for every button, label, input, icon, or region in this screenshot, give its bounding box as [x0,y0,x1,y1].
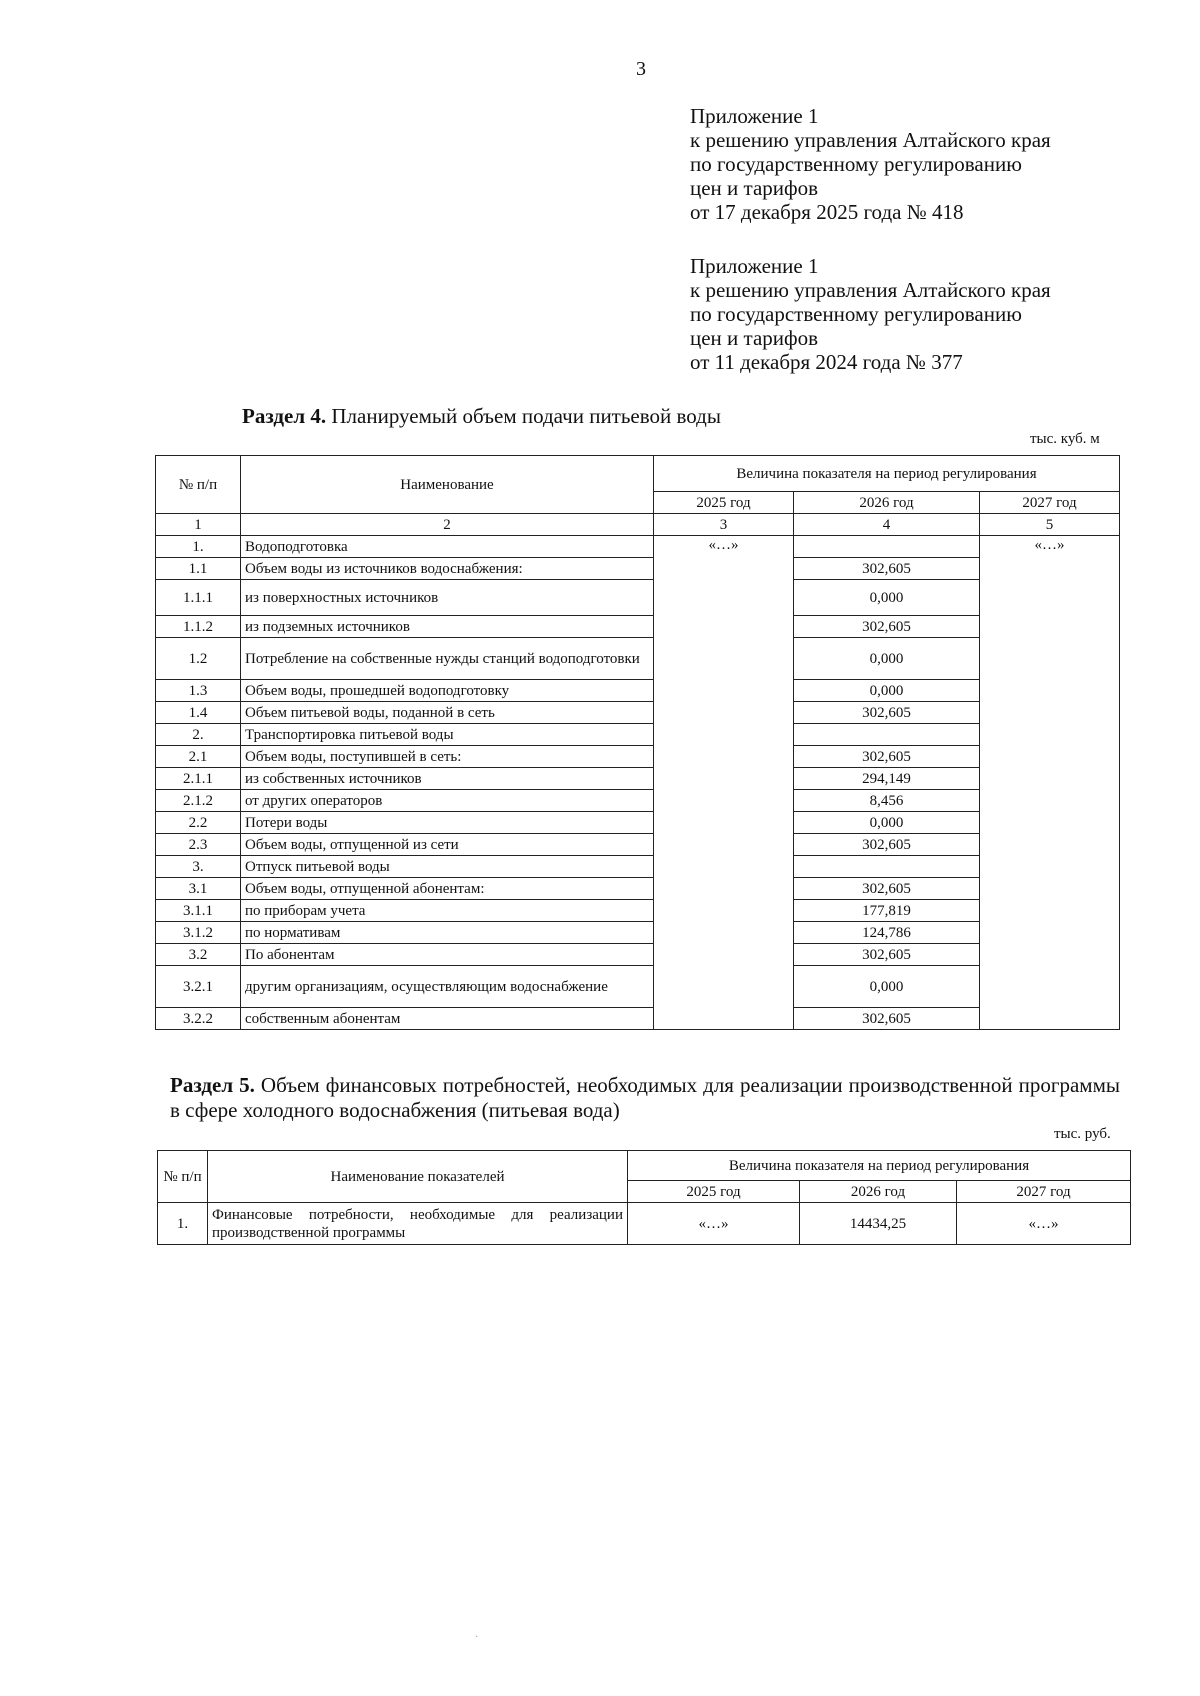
value-2026: 177,819 [794,900,980,922]
section5-title: Объем финансовых потребностей, необходимых для реализации производственной программы в сфере холодного водоснабжения (питьевая вода) [170,1073,1120,1122]
header-year-2027: 2027 год [980,492,1120,514]
appendix-line: Приложение 1 [690,254,819,278]
row-name: по приборам учета [241,900,654,922]
row-num: 1.4 [156,702,241,724]
row-name: Объем питьевой воды, поданной в сеть [241,702,654,724]
table-row [156,922,1120,944]
value-2025-merged: «…» [654,536,794,1030]
appendix-block-previous [690,254,1051,374]
row-num: 2.2 [156,812,241,834]
value-2026: 0,000 [794,812,980,834]
value-2026 [794,856,980,878]
header-year-2026: 2026 год [800,1181,957,1203]
row-name: из собственных источников [241,768,654,790]
row-num: 3.1 [156,878,241,900]
column-index: 1 [156,514,241,536]
value-2026: 302,605 [794,834,980,856]
value-2026: 302,605 [794,558,980,580]
row-num: 3.1.2 [156,922,241,944]
row-name: Объем воды, отпущенной абонентам: [241,878,654,900]
row-num: 3.2.2 [156,1008,241,1030]
row-name: по нормативам [241,922,654,944]
value-2026: 302,605 [794,944,980,966]
row-num: 3.1.1 [156,900,241,922]
appendix-line: цен и тарифов [690,326,819,350]
row-num: 2.1.2 [156,790,241,812]
appendix-line: к решению управления Алтайского края [690,278,1051,302]
table-row [156,702,1120,724]
value-2026: 0,000 [794,966,980,1008]
row-num: 1.2 [156,638,241,680]
row-num: 3.2.1 [156,966,241,1008]
row-name: из подземных источников [241,616,654,638]
page-number: 3 [636,58,646,80]
value-2026: 14434,25 [800,1203,957,1245]
section5-unit: тыс. руб. [1054,1126,1111,1142]
row-num: 2.1 [156,746,241,768]
table-row [156,834,1120,856]
row-name: Объем воды, прошедшей водоподготовку [241,680,654,702]
value-2026: 0,000 [794,638,980,680]
value-2026: 302,605 [794,746,980,768]
row-num: 1.3 [156,680,241,702]
row-num: 3.2 [156,944,241,966]
value-2027: «…» [957,1203,1131,1245]
header-year-2026: 2026 год [794,492,980,514]
row-name: Транспортировка питьевой воды [241,724,654,746]
header-name: Наименование показателей [208,1151,628,1203]
appendix-line: к решению управления Алтайского края [690,128,1051,152]
column-index: 2 [241,514,654,536]
row-name: собственным абонентам [241,1008,654,1030]
column-index: 3 [654,514,794,536]
value-2026: 302,605 [794,616,980,638]
row-name: от других операторов [241,790,654,812]
value-2026: 302,605 [794,878,980,900]
financial-needs-table [157,1150,1131,1245]
row-num: 1.1.1 [156,580,241,616]
table-row [156,944,1120,966]
row-name: Объем воды из источников водоснабжения: [241,558,654,580]
section4-heading [242,404,721,429]
section5-label: Раздел 5. [170,1073,255,1097]
table-row [156,616,1120,638]
table-row [156,768,1120,790]
row-name: Потери воды [241,812,654,834]
row-num: 1.1 [156,558,241,580]
table-row [156,638,1120,680]
value-2026 [794,536,980,558]
row-name: Водоподготовка [241,536,654,558]
section4-label: Раздел 4. [242,404,327,428]
row-num: 1. [156,536,241,558]
value-2026: 124,786 [794,922,980,944]
value-2025: «…» [628,1203,800,1245]
section4-title: Планируемый объем подачи питьевой воды [326,404,721,428]
water-volume-table [155,455,1120,1030]
appendix-block-current [690,104,1051,224]
header-period: Величина показателя на период регулирования [654,456,1120,492]
row-name: Объем воды, отпущенной из сети [241,834,654,856]
table-row [156,878,1120,900]
header-period: Величина показателя на период регулирования [628,1151,1131,1181]
value-2026: 302,605 [794,702,980,724]
appendix-line: от 17 декабря 2025 года № 418 [690,200,964,224]
table-row [156,790,1120,812]
appendix-line: по государственному регулированию [690,302,1022,326]
table-row [156,558,1120,580]
value-2026: 0,000 [794,580,980,616]
row-name: из поверхностных источников [241,580,654,616]
section5-heading [170,1073,1120,1123]
column-index: 5 [980,514,1120,536]
value-2027-merged: «…» [980,536,1120,1030]
column-index: 4 [794,514,980,536]
appendix-line: цен и тарифов [690,176,819,200]
table-row [156,856,1120,878]
value-2026: 8,456 [794,790,980,812]
value-2026: 302,605 [794,1008,980,1030]
header-num: № п/п [158,1151,208,1203]
header-year-2025: 2025 год [628,1181,800,1203]
row-name: Финансовые потребности, необходимые для реализации производственной программы [208,1203,628,1245]
table-row [156,580,1120,616]
value-2026 [794,724,980,746]
table-row [156,812,1120,834]
table-row [156,1008,1120,1030]
table-row [156,966,1120,1008]
appendix-line: от 11 декабря 2024 года № 377 [690,350,963,374]
table-row [156,536,1120,558]
table-row [156,900,1120,922]
header-num: № п/п [156,456,241,514]
row-name: По абонентам [241,944,654,966]
row-name: Потребление на собственные нужды станций водоподготовки [241,638,654,680]
row-num: 1. [158,1203,208,1245]
row-name: Отпуск питьевой воды [241,856,654,878]
row-num: 2.1.1 [156,768,241,790]
appendix-line: Приложение 1 [690,104,819,128]
row-num: 1.1.2 [156,616,241,638]
section4-unit: тыс. куб. м [1030,431,1100,447]
row-num: 2. [156,724,241,746]
table-row [156,724,1120,746]
table-row [156,680,1120,702]
value-2026: 0,000 [794,680,980,702]
header-name: Наименование [241,456,654,514]
value-2026: 294,149 [794,768,980,790]
row-name: Объем воды, поступившей в сеть: [241,746,654,768]
header-year-2027: 2027 год [957,1181,1131,1203]
header-year-2025: 2025 год [654,492,794,514]
table-row [156,746,1120,768]
row-name: другим организациям, осуществляющим водоснабжение [241,966,654,1008]
row-num: 3. [156,856,241,878]
row-num: 2.3 [156,834,241,856]
appendix-line: по государственному регулированию [690,152,1022,176]
scan-mark: · [475,1632,479,1643]
